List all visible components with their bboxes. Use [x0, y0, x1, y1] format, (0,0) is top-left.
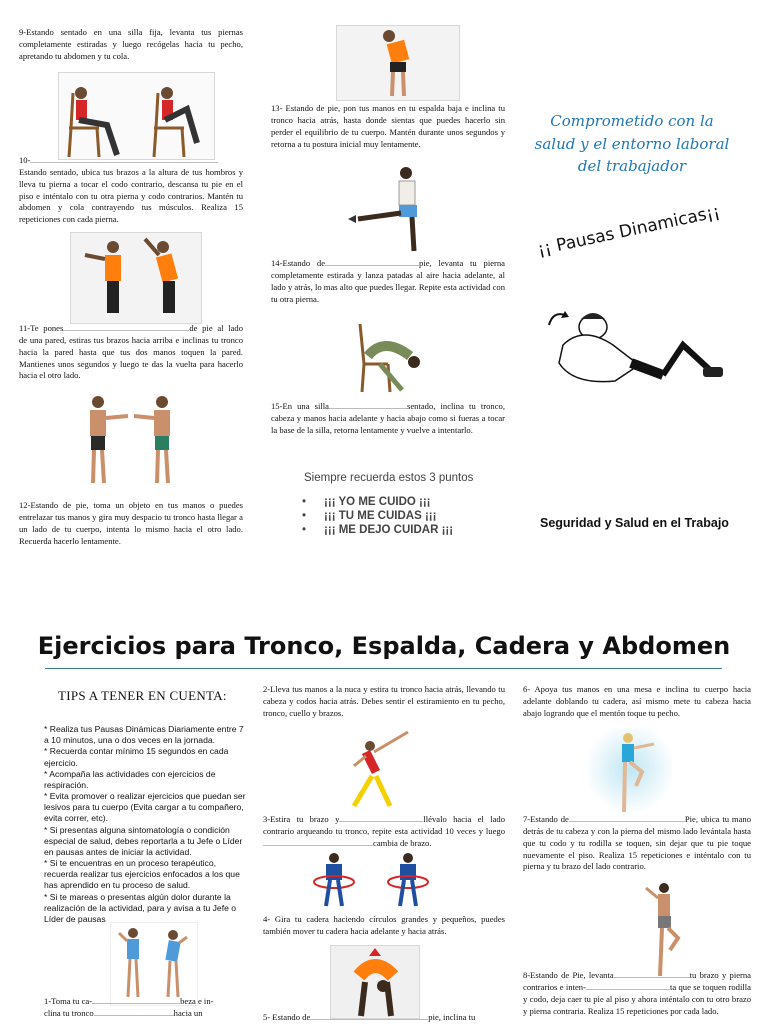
title-divider [45, 668, 722, 669]
exercise-8-mid: tu brazo y [689, 970, 727, 980]
exercise-13-text: 13- Estando de pie, pon tus manos en tu espalda baja e inclina tu tronco hacia atrás, hasta donde sientas que puedes hacerlo sin perder el equilibrio de tu cuerpo. Mantén durante unos segundos y retorna a tu postura inicial muy lentamente. [271, 103, 505, 149]
remember-title: Siempre recuerda estos 3 puntos [304, 472, 474, 484]
slogan [526, 110, 738, 178]
exercise-15-tail: tronco, cabeza y manos hacia adelante y hacia abajo como si fueras a tocar la base de la silla, retorna lentamente y vuelve a intentarlo. [271, 401, 505, 435]
exercise-1-start: 1-Toma tu ca- [44, 996, 93, 1006]
exercise-1-photo [110, 922, 198, 1006]
remember-item-3: • ¡¡¡ ME DEJO CUIDAR ¡¡¡ [322, 524, 524, 538]
exercise-7-photo [588, 728, 672, 818]
knee-elbow-illustration [588, 728, 672, 818]
tip-3: * Acompaña las actividades con ejercicios de respiración. [44, 768, 216, 790]
side-stretch-illustration [71, 233, 201, 323]
page-title: Ejercicios para Tronco, Espalda, Cadera y Abdomen [37, 632, 731, 660]
tips-title: TIPS A TENER EN CUENTA: [58, 688, 227, 703]
exercise-1-mid: beza e in- [180, 996, 214, 1006]
tip-6: * Si te encuentras en un proceso terapéutico, recuerda realizar tus ejercicios enfocados a los que has aprendido en tu proceso de salud. [44, 858, 240, 891]
exercise-13-photo [336, 25, 460, 101]
crunch-illustration [543, 305, 728, 391]
exercise-8-line2-end: ta que se [669, 981, 701, 992]
situp-drawing [543, 305, 728, 391]
exercise-5-start: 5- Estando de [263, 1012, 311, 1022]
exercise-7-text [523, 814, 751, 873]
tip-1: * Realiza tus Pausas Dinámicas Diariamente entre 7 a 10 minutos, una o dos veces en la jornada. [44, 724, 244, 746]
side-arm-stretch-illustration [340, 726, 415, 812]
hip-circles-illustration [312, 850, 432, 908]
exercise-5-text [263, 1012, 505, 1024]
exercise-2-text: 2-Lleva tus manos a la nuca y estira tu tronco hacia atrás, llevando tu cabeza y codos hacia atrás. Debes sentir el estiramiento en tu pecho, tronco, cuello y brazos. [263, 684, 505, 718]
exercise-3-mid: llévalo hacia el lado [423, 814, 505, 824]
remember-item-1: • ¡¡¡ YO ME CUIDO ¡¡¡ [322, 496, 524, 510]
sst-footer: Seguridad y Salud en el Trabajo [540, 516, 729, 530]
exercise-9-photo [58, 72, 215, 160]
exercise-4-text: 4- Gira tu cadera haciendo círculos grandes y pequeños, puedes también mover tu cadera hacia adelante y hacia atrás. [263, 914, 505, 936]
exercise-10-text [19, 155, 243, 226]
remember-item-2: • ¡¡¡ TU ME CUIDAS ¡¡¡ [322, 510, 524, 524]
exercise-8-text [523, 970, 751, 1017]
exercise-3-photo [340, 726, 415, 812]
tip-2: * Recuerda contar mínimo 15 segundos en cada ejercicio. [44, 746, 229, 768]
exercise-7-start: 7-Estando de [523, 814, 569, 824]
exercise-14-tail: pierna completamente estirada y lanza patadas al aire hacia adelante, al lado y atrás, lo mas alto que puedes llegar. Repite esta actividad con tu otra pierna. [271, 258, 505, 304]
exercise-1-line2-end: hacia un [173, 1007, 203, 1018]
exercise-8-photo [634, 878, 694, 984]
exercise-8-tail: toquen rodilla y codo, deja caer tu pie al piso y ahora inténtalo con tu otro brazo y pierna contraria. Realiza 15 repeticiones por cada lado. [523, 981, 751, 1016]
slogan-line-1: Comprometido con la [550, 112, 714, 130]
back-bend-illustration [337, 26, 459, 100]
exercise-3-start: 3-Estira tu brazo y [263, 814, 340, 824]
exercise-11-tail: de pie al lado de una pared, estiras tus brazos hacia arriba e inclinas tu tronco hacia la pared hasta que tus dos manos toquen la pared. Mantienes unos segundos y luego te das la vuelta para hacerlo hacia el otro lado. [19, 323, 243, 381]
exercise-5-photo [330, 945, 420, 1019]
seated-leg-lift-illustration [59, 73, 214, 159]
exercise-15-mid: sentado, inclina tu [407, 401, 476, 411]
exercise-1-text [44, 996, 244, 1020]
exercise-11-text [19, 323, 243, 382]
exercise-7-tail: detrás de tu cabeza y con la pierna del mismo lado levántala hasta que tu codo y tu rodilla se toquen, sin dejar que tu pie toque nuevamente el piso. Realiza 15 repeticiones e inténtalo con tu pierna y tu brazo del lado contrario. [523, 825, 751, 872]
tips-list [44, 724, 246, 925]
forward-bend-illustration [331, 946, 419, 1018]
slogan-line-2: salud y el entorno laboral [534, 134, 730, 153]
exercise-15-photo [354, 316, 432, 396]
exercise-15-text [271, 401, 505, 437]
exercise-11-start: 11-Te pones [19, 323, 64, 333]
exercise-14-text [271, 258, 505, 305]
remember-box [304, 472, 524, 537]
trunk-rotation-illustration [82, 388, 187, 491]
exercise-11-photo [82, 388, 187, 491]
tip-5: * Si presentas alguna sintomatología o condición especial de salud, debes reportarla a tu Jefe o Líder en pausas antes de iniciar la actividad. [44, 824, 243, 857]
exercise-12-text: 12-Estando de pie, toma un objeto en tus manos o puedes entrelazar tus manos y gira muy despacio tu tronco hasta llegar a un lado de tu cuerpo, intenta lo mismo hacia el otro lado. Recuerda hacerlo lentamente. [19, 500, 243, 546]
exercise-3-end: cambia de brazo. [373, 837, 432, 848]
tip-7: * Si te mareas o presentas algún dolor durante la realización de la actividad, para y avisa a tu Jefe o Líder de pausas [44, 891, 237, 924]
exercise-15-start: 15-En una silla [271, 401, 329, 411]
exercise-3-line2: contrario arqueando tu tronco, repite esta actividad 10 veces y luego [263, 825, 505, 836]
exercise-3-text [263, 814, 505, 850]
exercise-1-line2: clina tu tronco [44, 1007, 94, 1018]
head-tilt-illustration [111, 923, 197, 1005]
tip-4: * Evita promover o realizar ejercicios que puedan ser lesivos para tu cuerpo (Evita cargar a tu compañero, evita correr, etc). [44, 791, 246, 824]
exercise-5-mid: pie, inclina tu [428, 1012, 476, 1022]
exercise-10-start: 10- [19, 155, 31, 165]
exercise-14-start: 14-Estando de [271, 258, 326, 268]
cross-knee-elbow-illustration [634, 878, 694, 984]
exercise-10-photo [70, 232, 202, 324]
exercise-10-tail: Estando sentado, ubica tus brazos a la altura de tus hombros y lleva tu pierna a tocar el codo contrario, descansa tu pie en el piso e inténtalo con tu otra pierna y codo contrarios. Mantén tu abdomen y cola contrayendo tus músculos. Realiza 15 repeticiones con cada pierna. [19, 166, 243, 225]
exercise-14-photo [344, 163, 436, 259]
exercise-8-line2: pierna contrarios e inten- [523, 970, 751, 992]
pausas-dinamicas-heading: ¡¡ Pausas Dinamicas¡¡ [535, 201, 722, 260]
exercise-14-mid: pie, levanta tu [419, 258, 477, 268]
leg-kick-illustration [344, 163, 436, 259]
exercise-7-mid: Pie, ubica tu mano [684, 814, 751, 824]
exercise-9-text: 9-Estando sentado en una silla fija, levanta tus piernas completamente estiradas y luego recógelas hacia tu pecho, apretando tu abdomen y tu cola. [19, 27, 243, 61]
exercise-6-text: 6- Apoya tus manos en una mesa e inclina tu cuerpo hacia adelante doblando tu cadera, así mismo mete tu cabeza hacia abajo logrando que el mentón toque tu pecho. [523, 684, 751, 718]
exercise-8-start: 8-Estando de Pie, levanta [523, 970, 614, 980]
exercise-4-photo [312, 850, 432, 908]
slogan-line-3: del trabajador [577, 157, 687, 175]
seated-forward-bend-illustration [354, 316, 432, 396]
